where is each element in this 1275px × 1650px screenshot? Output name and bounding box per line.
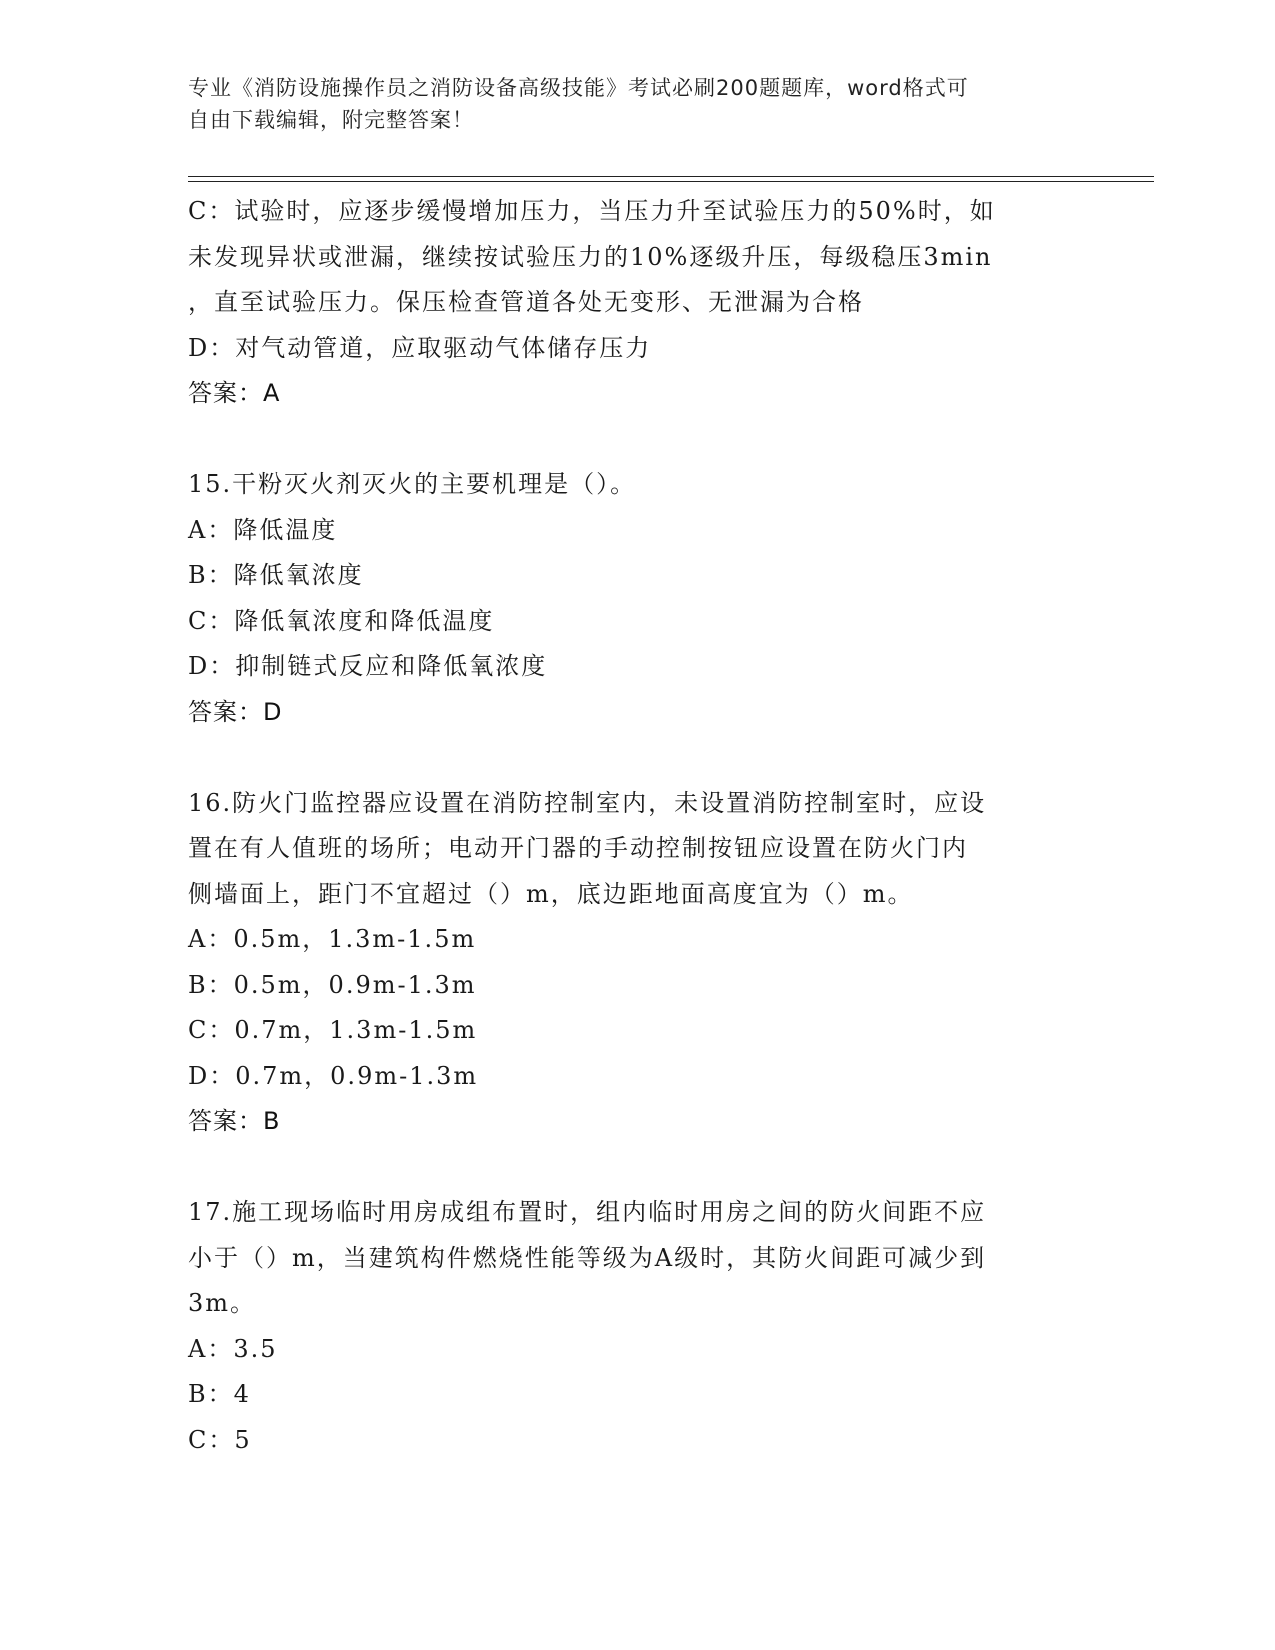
header-rule-bottom <box>188 181 1154 182</box>
answer: 答案：B <box>188 1107 281 1135</box>
option-c: C：降低氧浓度和降低温度 <box>188 606 495 635</box>
question-text-line-1: 16.防火门监控器应设置在消防控制室内，未设置消防控制室时，应设 <box>188 788 987 817</box>
option-b: B：降低氧浓度 <box>188 561 364 589</box>
option-d: D：对气动管道，应取驱动气体储存压力 <box>188 333 652 362</box>
question-14-tail <box>188 189 1088 417</box>
option-b: B：0.5m，0.9m-1.3m <box>188 970 477 999</box>
option-d: D：0.7m，0.9m-1.3m <box>188 1061 479 1090</box>
option-a: A：3.5 <box>188 1334 278 1363</box>
spacer <box>188 1145 1088 1191</box>
question-15 <box>188 462 1088 735</box>
header-line-2: 自由下载编辑，附完整答案！ <box>188 108 474 132</box>
question-17 <box>188 1190 1088 1463</box>
option-c-line-1: C：试验时，应逐步缓慢增加压力，当压力升至试验压力的50%时，如 <box>188 197 996 225</box>
spacer <box>188 735 1088 781</box>
question-text-line-2: 置在有人值班的场所；电动开门器的手动控制按钮应设置在防火门内 <box>188 834 968 862</box>
option-b: B：4 <box>188 1380 251 1408</box>
option-c: C：5 <box>188 1425 252 1454</box>
option-c-line-2: 未发现异状或泄漏，继续按试验压力的10%逐级升压，每级稳压3min <box>188 242 993 271</box>
option-d: D：抑制链式反应和降低氧浓度 <box>188 652 548 680</box>
answer: 答案：D <box>188 697 283 726</box>
header-rule-top <box>188 176 1154 177</box>
header-line-1: 专业《消防设施操作员之消防设备高级技能》考试必刷200题题库，word格式可 <box>188 76 969 100</box>
option-c-line-3: ，直至试验压力。保压检查管道各处无变形、无泄漏为合格 <box>188 288 864 316</box>
question-text-line-2: 小于（）m，当建筑构件燃烧性能等级为A级时，其防火间距可减少到 <box>188 1243 987 1272</box>
document-header <box>188 72 1068 136</box>
spacer <box>188 417 1088 463</box>
option-a: A：降低温度 <box>188 515 338 544</box>
question-text-line-3: 3m。 <box>188 1289 257 1317</box>
question-text-line-3: 侧墙面上，距门不宜超过（）m，底边距地面高度宜为（）m。 <box>188 879 914 908</box>
option-c: C：0.7m，1.3m-1.5m <box>188 1016 478 1044</box>
question-text-line-1: 17.施工现场临时用房成组布置时，组内临时用房之间的防火间距不应 <box>188 1198 987 1226</box>
option-a: A：0.5m，1.3m-1.5m <box>188 925 477 953</box>
document-body <box>188 189 1088 1463</box>
question-text: 15.干粉灭火剂灭火的主要机理是（）。 <box>188 470 637 498</box>
question-16 <box>188 781 1088 1145</box>
answer: 答案：A <box>188 379 281 407</box>
